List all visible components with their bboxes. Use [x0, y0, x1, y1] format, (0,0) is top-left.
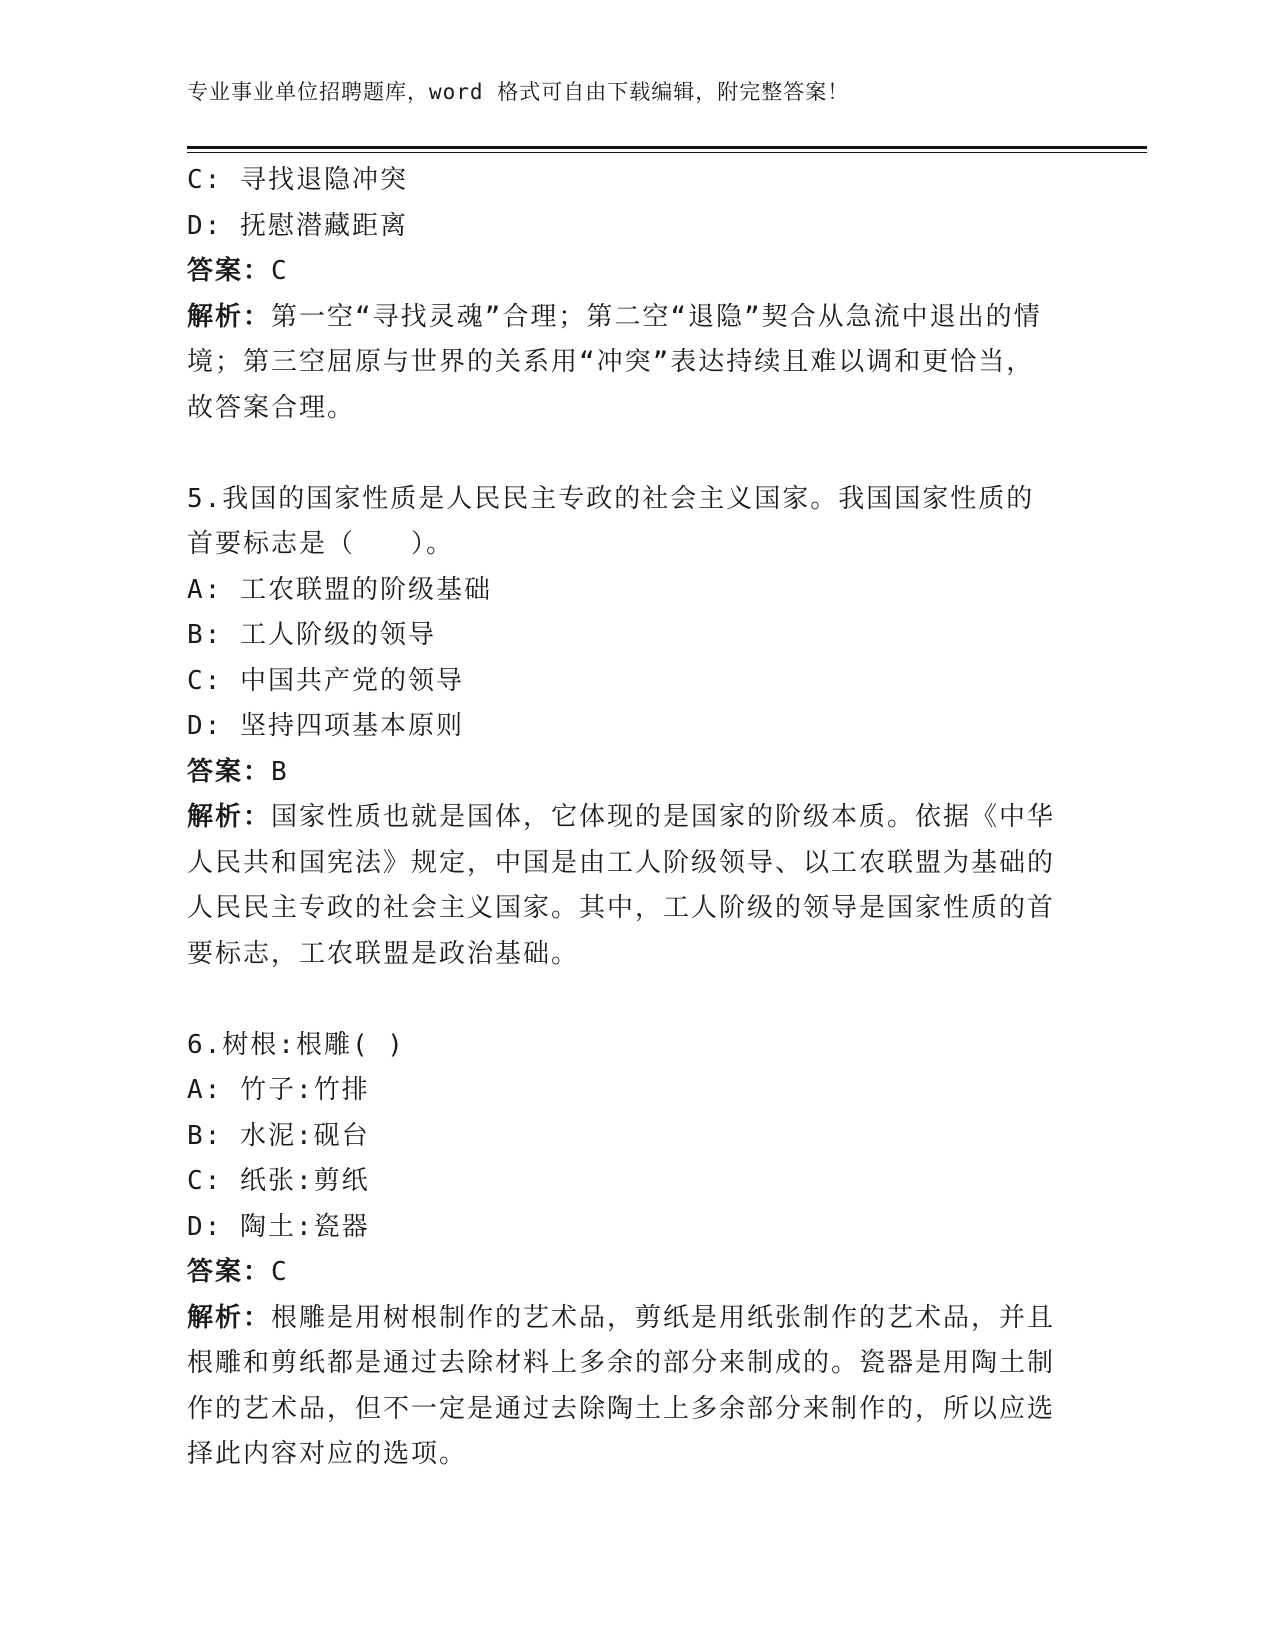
- q5-analysis: [187, 795, 1057, 977]
- answer-label: 答案：: [187, 1257, 272, 1287]
- q6-answer: [187, 1250, 1057, 1296]
- q5-option-c: C: 中国共产党的领导: [187, 665, 464, 696]
- document-body: [187, 158, 1057, 1478]
- q4-option-c: C: 寻找退隐冲突: [187, 165, 408, 195]
- answer-label: 答案：: [187, 756, 272, 787]
- q5-answer: [187, 750, 1057, 796]
- header-rule-thick: [187, 146, 1147, 149]
- q6-stem: 6.树根:根雕( ): [187, 1029, 405, 1060]
- analysis-label: 解析：: [187, 802, 272, 832]
- q4-answer-value: C: [271, 256, 289, 286]
- q4-analysis: [187, 295, 1057, 432]
- q5-option-d: D: 坚持四项基本原则: [187, 711, 464, 741]
- q6-option-a: A: 竹子:竹排: [187, 1075, 370, 1105]
- q6-analysis: [187, 1296, 1057, 1478]
- q5-analysis-text: 国家性质也就是国体，它体现的是国家的阶级本质。依据《中华人民共和国宪法》规定，中国是由工人阶级领导、以工农联盟为基础的人民民主专政的社会主义国家。其中，工人阶级的领导是国家性质的首要标志，工农联盟是政治基础。: [187, 802, 1056, 969]
- q6-answer-value: C: [271, 1257, 289, 1287]
- page-header-text: 专业事业单位招聘题库，word 格式可自由下载编辑，附完整答案！: [187, 80, 850, 104]
- spacer: [187, 431, 1057, 477]
- q4-option-d: D: 抚慰潜藏距离: [187, 210, 408, 241]
- spacer: [187, 977, 1057, 1023]
- answer-label: 答案：: [187, 256, 272, 286]
- q5-option-b: B: 工人阶级的领导: [187, 620, 436, 650]
- q4-analysis-text: 第一空“寻找灵魂”合理；第二空“退隐”契合从急流中退出的情境；第三空屈原与世界的关系用“冲突”表达持续且难以调和更恰当，故答案合理。: [187, 301, 1042, 423]
- q6-analysis-text: 根雕是用树根制作的艺术品，剪纸是用纸张制作的艺术品，并且根雕和剪纸都是通过去除材料上多余的部分来制成的。瓷器是用陶土制作的艺术品，但不一定是通过去除陶土上多余部分来制作的，所以应选择此内容对应的选项。: [187, 1302, 1056, 1469]
- q5-stem: 5.我国的国家性质是人民民主专政的社会主义国家。我国国家性质的首要标志是（ ）。: [187, 483, 1035, 559]
- q5-answer-value: B: [271, 756, 289, 787]
- analysis-label: 解析：: [187, 1302, 272, 1333]
- q6-option-b: B: 水泥:砚台: [187, 1120, 370, 1151]
- header-rule-thin: [187, 152, 1147, 153]
- q6-option-d: D: 陶土:瓷器: [187, 1211, 370, 1242]
- q5-option-a: A: 工农联盟的阶级基础: [187, 574, 492, 605]
- analysis-label: 解析：: [187, 301, 272, 332]
- q4-answer: [187, 249, 1057, 295]
- q6-option-c: C: 纸张:剪纸: [187, 1166, 370, 1196]
